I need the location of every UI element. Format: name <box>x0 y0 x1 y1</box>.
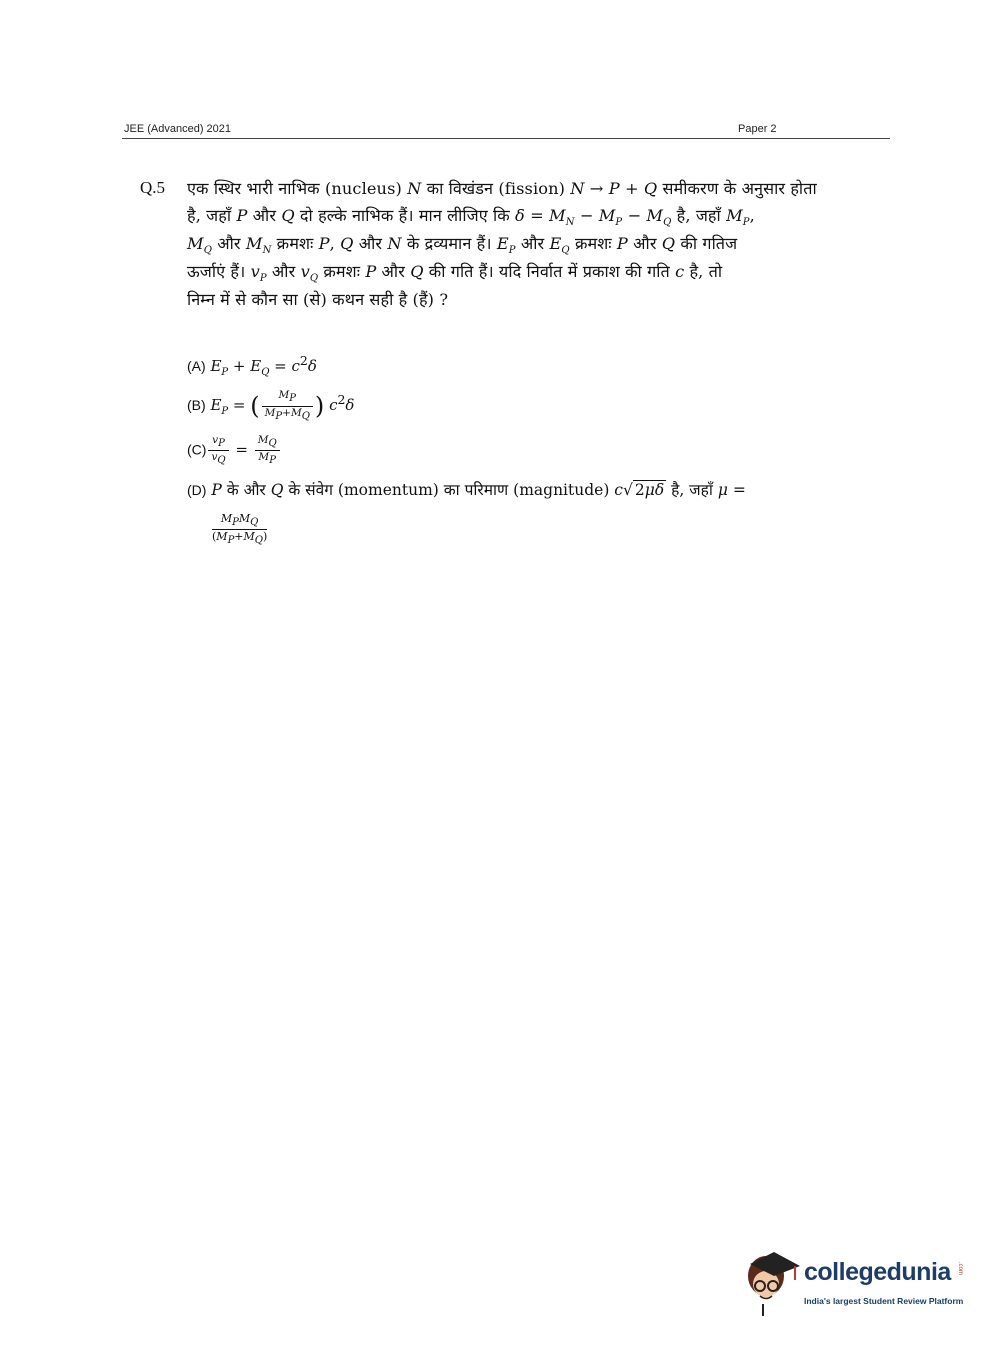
question-line-4: ऊर्जाएं हैं। $v_P$ और $v_Q$ क्रमशः P और Q की गति हैं। यदि निर्वात में प्रकाश की गति c है, तो <box>187 262 723 285</box>
page-header <box>122 120 890 139</box>
question-line-2: है, जहाँ P और Q दो हल्के नाभिक हैं। मान लीजिए कि $\delta = M_N - M_P - M_Q$ है, जहाँ $M_P$, <box>187 206 755 229</box>
option-c: (C) $\frac{v_P}{v_Q}$ = $\frac{M_Q}{M_P}$ <box>187 434 282 467</box>
option-d: (D) P के और Q के संवेग (momentum) का परिमाण (magnitude) c√ 2μδ है, जहाँ μ = <box>187 481 746 499</box>
logo-suffix: .com <box>957 1262 963 1276</box>
mascot-icon <box>744 1248 806 1318</box>
exam-name: JEE (Advanced) 2021 <box>124 123 232 135</box>
question-line-5: निम्न में से कौन सा (से) कथन सही है (हैं) ? <box>187 290 449 309</box>
question-line-3: $M_Q$ और $M_N$ क्रमशः P, Q और N के द्रव्यमान हैं। $E_P$ और $E_Q$ क्रमशः P और Q की गतिज <box>187 234 738 257</box>
option-d-mu-fraction: $M_PM_Q$ $(M_P+M_Q)$ <box>212 512 268 547</box>
option-b: (B) $E_P$ = ( $\frac{M_P}{M_P+M_Q}$ ) $c^2\delta$ <box>187 389 355 422</box>
collegedunia-logo <box>744 1248 970 1318</box>
logo-name: collegedunia <box>804 1258 951 1286</box>
question-line-1: एक स्थिर भारी नाभिक (nucleus) N का विखंडन (fission) N → P + Q समीकरण के अनुसार होता <box>187 179 817 198</box>
logo-tagline: India's largest Student Review Platform <box>804 1296 964 1306</box>
option-a: (A) $E_P + E_Q = c^2\delta$ <box>187 353 317 378</box>
question-number: Q.5 <box>140 178 166 197</box>
paper-name: Paper 2 <box>738 123 777 135</box>
